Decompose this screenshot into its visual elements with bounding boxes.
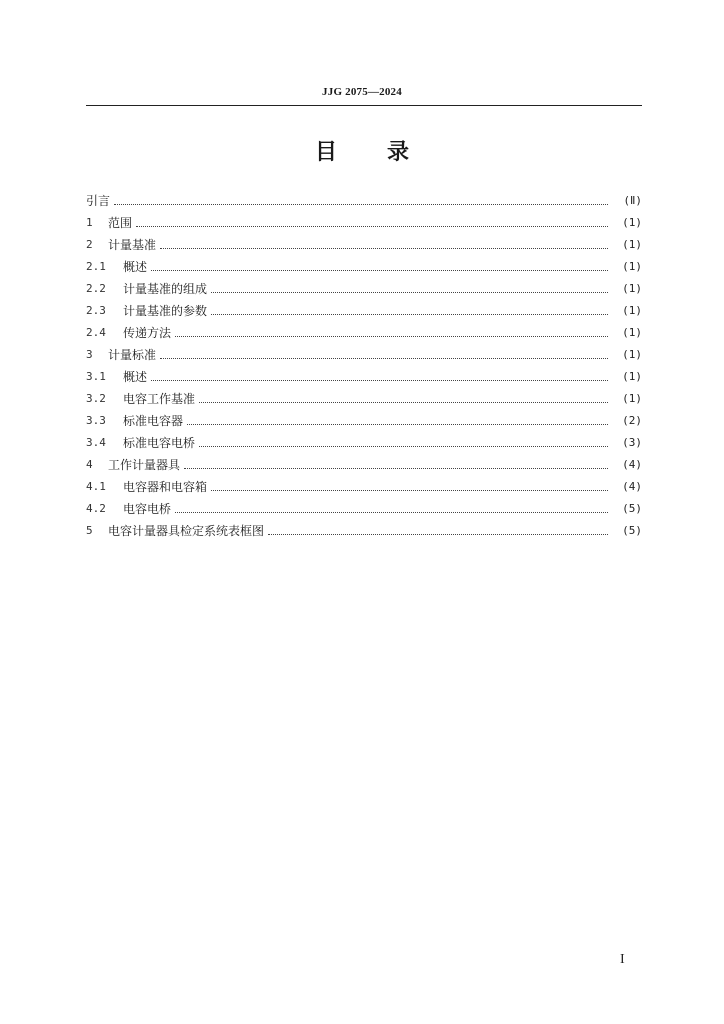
toc-entry-number: 2.3 [86, 304, 106, 317]
toc-entry[interactable] [86, 388, 642, 410]
toc-entry-text: 计量基准的组成 [123, 282, 208, 296]
standard-code: JJG 2075—2024 [322, 86, 402, 98]
toc-entry-number: 2.1 [86, 260, 106, 273]
toc-leader [211, 489, 608, 491]
toc-entry-page: (5) [622, 524, 642, 537]
toc-entry-text: 电容工作基准 [123, 392, 196, 406]
toc-leader [114, 203, 608, 205]
title-char-1: 目 [314, 140, 337, 165]
toc-entry-page: (Ⅱ) [623, 194, 642, 207]
toc-entry-text: 标准电容电桥 [123, 436, 196, 450]
toc-leader [151, 269, 608, 271]
toc-entry-page: (2) [622, 414, 642, 427]
toc-entry-page: (4) [622, 480, 642, 493]
toc-leader [136, 225, 608, 227]
toc-leader [211, 313, 608, 315]
toc-leader [151, 379, 608, 381]
toc-entry[interactable] [86, 322, 642, 344]
toc-entry[interactable] [86, 366, 642, 388]
toc-entry-number: 3.2 [86, 392, 106, 405]
toc-entry-page: (1) [622, 238, 642, 251]
toc-leader [199, 401, 608, 403]
toc-leader [175, 511, 608, 513]
toc-entry-text: 计量基准的参数 [123, 304, 208, 318]
toc-entry-text: 概述 [123, 370, 148, 384]
toc-entry-number: 3.1 [86, 370, 106, 383]
toc-entry-page: (5) [622, 502, 642, 515]
toc-entry-page: (1) [622, 216, 642, 229]
toc-entry-number: 2.4 [86, 326, 106, 339]
toc-entry-text: 引言 [86, 194, 111, 208]
toc-entry-number: 4.1 [86, 480, 106, 493]
toc-leader [175, 335, 608, 337]
toc-entry-text: 计量标准 [108, 348, 157, 362]
toc-leader [199, 445, 608, 447]
toc-leader [160, 357, 608, 359]
page-title [0, 138, 724, 168]
toc-entry-number: 4.2 [86, 502, 106, 515]
toc-entry-number: 3.3 [86, 414, 106, 427]
toc-entry-page: (3) [622, 436, 642, 449]
toc-entry-number: 3.4 [86, 436, 106, 449]
toc-entry-page: (1) [622, 370, 642, 383]
toc-leader [187, 423, 608, 425]
toc-entry-text: 电容器和电容箱 [123, 480, 208, 494]
toc-leader [211, 291, 608, 293]
toc-entry-page: (1) [622, 260, 642, 273]
toc-entry[interactable] [86, 410, 642, 432]
toc-entry-page: (4) [622, 458, 642, 471]
toc-entry[interactable] [86, 520, 642, 542]
toc-entry[interactable] [86, 498, 642, 520]
toc-entry-number: 4 [86, 458, 93, 471]
toc-entry-text: 电容电桥 [123, 502, 172, 516]
toc-leader [160, 247, 608, 249]
header-rule [86, 105, 642, 106]
toc-entry-number: 2.2 [86, 282, 106, 295]
toc-entry-text: 计量基准 [108, 238, 157, 252]
toc-entry-number: 2 [86, 238, 93, 251]
toc-entry[interactable] [86, 300, 642, 322]
toc-entry-text: 标准电容器 [123, 414, 184, 428]
toc-entry[interactable] [86, 278, 642, 300]
toc-entry[interactable] [86, 256, 642, 278]
toc-entry-text: 概述 [123, 260, 148, 274]
table-of-contents [86, 190, 642, 542]
toc-entry-page: (1) [622, 348, 642, 361]
toc-leader [184, 467, 608, 469]
toc-entry[interactable] [86, 212, 642, 234]
toc-entry-page: (1) [622, 304, 642, 317]
toc-entry-text: 电容计量器具检定系统表框图 [108, 524, 265, 538]
toc-entry-number: 5 [86, 524, 93, 537]
toc-entry[interactable] [86, 190, 642, 212]
toc-entry[interactable] [86, 454, 642, 476]
page-number: I [620, 952, 625, 967]
toc-entry-number: 3 [86, 348, 93, 361]
toc-leader [268, 533, 608, 535]
toc-entry-page: (1) [622, 282, 642, 295]
toc-entry-text: 传递方法 [123, 326, 172, 340]
toc-entry[interactable] [86, 432, 642, 454]
toc-entry-number: 1 [86, 216, 93, 229]
toc-entry-page: (1) [622, 326, 642, 339]
title-char-2: 录 [387, 140, 410, 165]
toc-entry-text: 工作计量器具 [108, 458, 181, 472]
toc-entry-text: 范围 [108, 216, 133, 230]
toc-entry[interactable] [86, 476, 642, 498]
toc-entry-page: (1) [622, 392, 642, 405]
toc-entry[interactable] [86, 344, 642, 366]
toc-entry[interactable] [86, 234, 642, 256]
